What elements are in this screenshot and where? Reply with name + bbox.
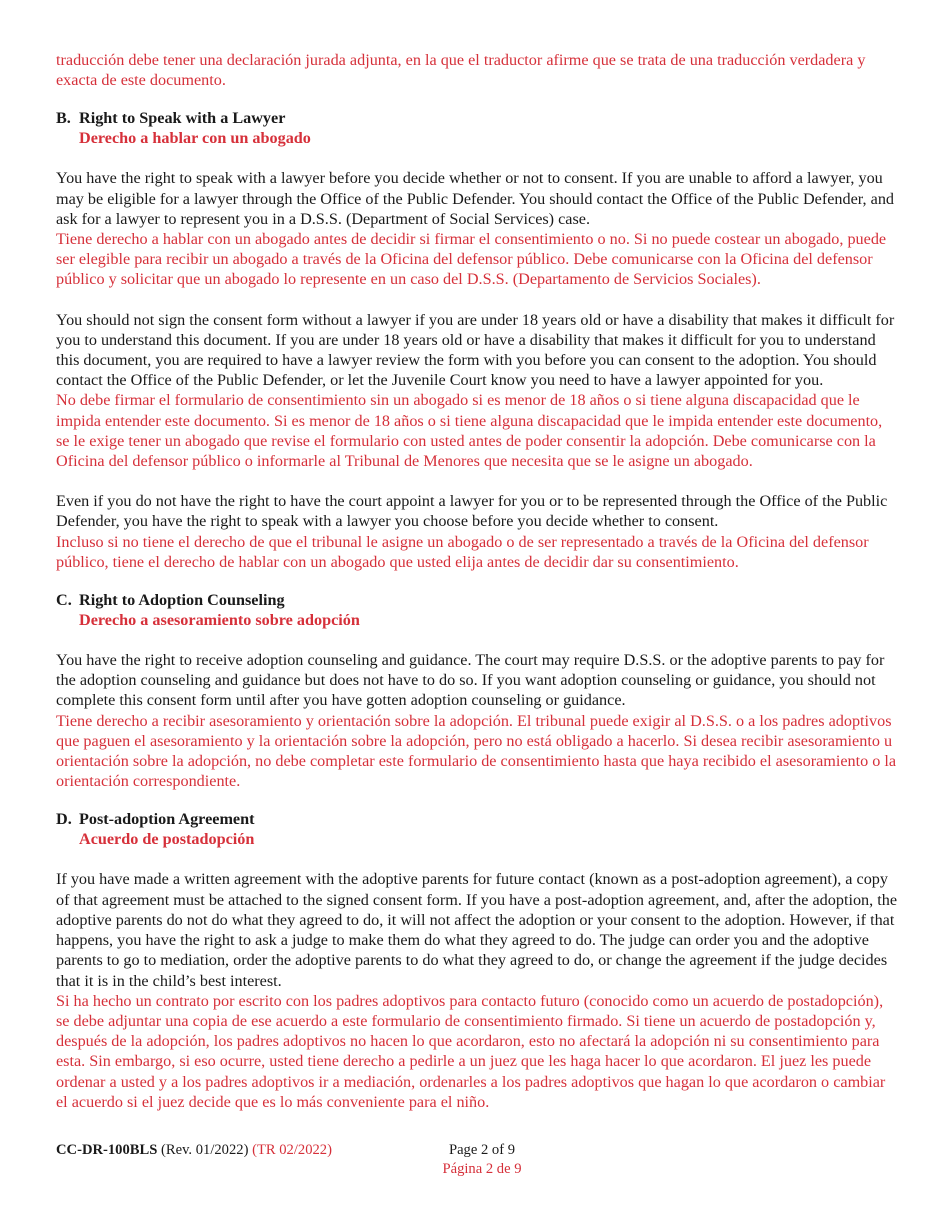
section-d-paragraph-1-es: Si ha hecho un contrato por escrito con los padres adoptivos para contacto futuro (conocido como un acuerdo de postadopción), se debe adjuntar una copia de ese acuerdo a este formulario de consentimiento firmado. Si tiene un acuerdo de postadopción y, después de la adopción, los padres adoptivos no hacen lo que acordaron, esto no afectará la adopción ni su consentimiento para esta. Sin embargo, si eso ocurre, usted tiene derecho a pedirle a un juez que les haga hacer lo que acordaron. El juez les puede ordenar a usted y a los padres adoptivos ir a mediación, ordenarles a los padres adoptivos que hagan lo que acordaron o cambiar el acuerdo si el juez decide que es lo más conveniente para el niño. [56, 991, 886, 1111]
section-d [56, 809, 898, 1111]
section-c-paragraph-1-es: Tiene derecho a recibir asesoramiento y orientación sobre la adopción. El tribunal puede exigir al D.S.S. o a los padres adoptivos que paguen el asesoramiento y la orientación sobre la adopción, pero no está obligado a hacerlo. Si desea recibir asesoramiento u orientación sobre la adopción, no debe completar este formulario de consentimiento hasta que haya recibido el asesoramiento o la orientación correspondiente. [56, 711, 897, 791]
section-d-title: Post-adoption Agreement [79, 810, 255, 829]
form-revision: (Rev. 01/2022) [161, 1142, 249, 1158]
section-b-paragraph-3-es: Incluso si no tiene el derecho de que el tribunal le asigne un abogado o de ser representado a través de la Oficina del defensor público, tiene el derecho de hablar con un abogado que usted elija antes de decidir dar su consentimiento. [56, 532, 869, 571]
section-b-heading [56, 108, 898, 128]
section-b-paragraph-2: You should not sign the consent form without a lawyer if you are under 18 years old or have a disability that makes it difficult for you to understand this document. If you are under 18 years old or have a disability that makes it difficult for you to understand this document, you are required to have a lawyer review the form with you before you can consent to the adoption. You should contact the Office of the Public Defender, or let the Juvenile Court know you need to have a lawyer appointed for you. [56, 310, 895, 390]
section-c-letter: C. [56, 591, 72, 610]
section-b-paragraph-3: Even if you do not have the right to have the court appoint a lawyer for you or to be represented through the Office of the Public Defender, you have the right to speak with a lawyer you choose before you decide whether to consent. [56, 492, 888, 531]
section-b-title-es: Derecho a hablar con un abogado [79, 129, 311, 148]
section-c-heading [56, 590, 898, 610]
section-b-paragraph-1: You have the right to speak with a lawyer before you decide whether or not to consent. If you are unable to afford a lawyer, you may be eligible for a lawyer through the Office of the Public Defender. You should contact the Office of the Public Defender, and ask for a lawyer to represent you in a D.S.S. (Department of Social Services) case. [56, 169, 895, 228]
page-number [432, 1141, 532, 1179]
section-d-paragraph-1: If you have made a written agreement with the adoptive parents for future contact (known as a post-adoption agreement), a copy of that agreement must be attached to the signed consent form. If you have a post-adoption agreement, and, after the adoption, the adoptive parents do not do what they agreed to do, it will not affect the adoption or your consent to the adoption. However, if that happens, you have the right to ask a judge to make them do what they agreed to do. The judge can order you and the adoptive parents to go to mediation, order the adoptive parents to do what they agreed to do, or change the agreement if the judge decides that it is in the child’s best interest. [56, 870, 898, 990]
translation-revision: (TR 02/2022) [252, 1142, 332, 1158]
section-c-title-es: Derecho a asesoramiento sobre adopción [79, 611, 360, 630]
form-code: CC-DR-100BLS [56, 1142, 158, 1158]
section-d-letter: D. [56, 810, 72, 829]
section-c-title: Right to Adoption Counseling [79, 591, 285, 610]
section-b-title: Right to Speak with a Lawyer [79, 109, 286, 128]
section-b-paragraph-2-es: No debe firmar el formulario de consentimiento sin un abogado si es menor de 18 años o si tiene alguna discapacidad que le impida entender este documento. Si es menor de 18 años o si tiene alguna discapacidad que le impida entender este documento, se le exige tener un abogado que revise el formulario con usted antes de poder consentir la adopción. Debe comunicarse con la Oficina del defensor público o informarle al Tribunal de Menores que necesita que se le asigne un abogado. [56, 391, 883, 471]
document-page [56, 50, 898, 1112]
footer-form-info [56, 1141, 332, 1160]
page-number-en: Page 2 of 9 [448, 1142, 516, 1158]
page-number-es: Página 2 de 9 [442, 1161, 522, 1177]
section-c [56, 590, 898, 791]
section-d-heading [56, 809, 898, 829]
section-d-title-es: Acuerdo de postadopción [79, 830, 255, 849]
section-b [56, 108, 898, 572]
section-b-letter: B. [56, 109, 71, 128]
section-b-paragraph-1-es: Tiene derecho a hablar con un abogado antes de decidir si firmar el consentimiento o no. Si no puede costear un abogado, puede ser elegible para recibir un abogado a través de la Oficina del defensor público. Debe comunicarse con la Oficina del defensor público y solicitar que un abogado lo represente en un caso del D.S.S. (Departamento de Servicios Sociales). [56, 230, 887, 289]
intro-paragraph-es: traducción debe tener una declaración jurada adjunta, en la que el traductor afirme que se trata de una traducción verdadera y exacta de este documento. [56, 51, 866, 90]
section-c-paragraph-1: You have the right to receive adoption counseling and guidance. The court may require D.S.S. or the adoptive parents to pay for the adoption counseling and guidance but does not have to do so. If you want adoption counseling or guidance, you should not complete this consent form until after you have gotten adoption counseling or guidance. [56, 651, 885, 710]
